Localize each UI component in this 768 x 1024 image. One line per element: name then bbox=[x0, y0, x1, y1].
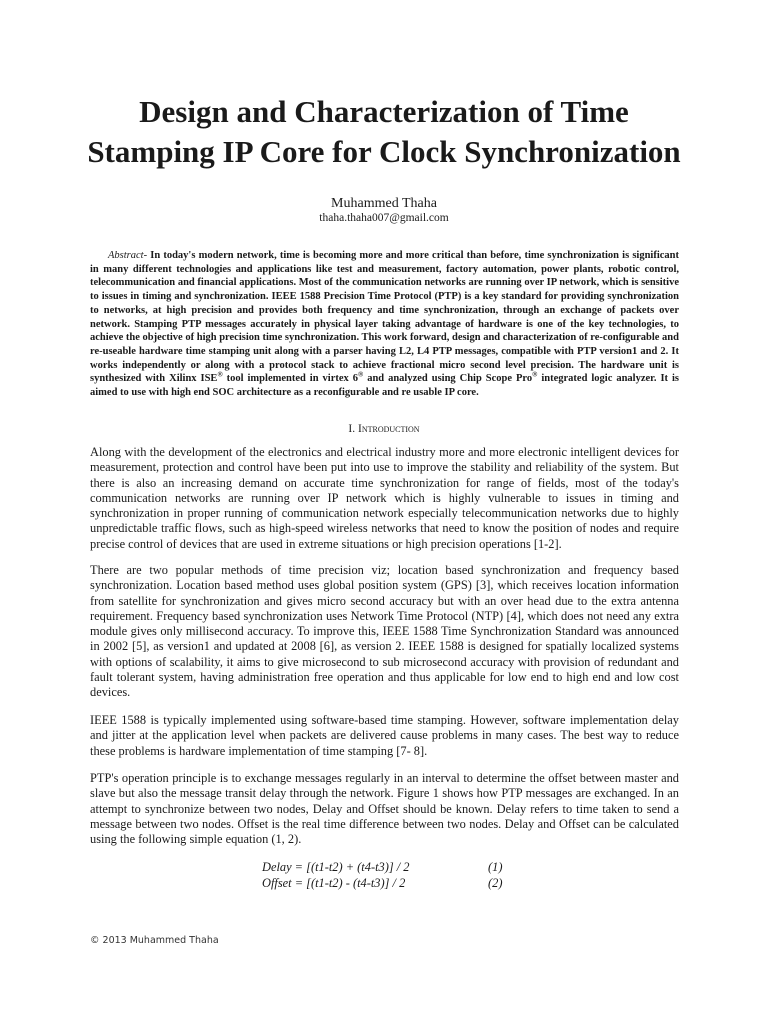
abstract-text-2: tool implemented in virtex 6 bbox=[222, 373, 358, 385]
author-email: thaha.thaha007@gmail.com bbox=[319, 212, 449, 224]
section-number: I. bbox=[348, 423, 356, 435]
abstract-text-1: In today's modern network, time is becoming more and more critical than before, time synchronization is significant in many different technologies and applications like test and measurement, factory automation, power plants, robotic control, telecommunication and financial applications. Most of the communication networks are running over IP network, which is sensitive to issues in timing and synchronization. IEEE 1588 Precision Time Protocol (PTP) is a key standard for providing synchronization to networks, at high precision and provides both frequency and time synchronization, through an exchange of packets over network. Stamping PTP messages accurately in physical layer taking advantage of hardware is one of the key technologies, to achieve the objective of high precision time synchronization. This work forward, design and characterization of re-configurable and re-useable hardware time stamping unit along with a parser having L2, L4 PTP messages, compatible with PTP version1 and 2. It works independently or along with a protocol stack to achieve fractional micro second level precision. The hardware unit is synthesized with Xilinx ISE bbox=[90, 250, 679, 385]
equation-offset bbox=[262, 876, 503, 891]
registered-mark-3: ® bbox=[532, 370, 538, 379]
paper-title bbox=[60, 92, 708, 172]
abstract-text-4: integrated logic analyzer. It is aimed to use with high end SOC architecture as a reconfigurable and re usable IP core. bbox=[90, 373, 680, 399]
equation-offset-expr: Offset = [(t1-t2) - (t4-t3)] / 2 bbox=[262, 876, 406, 890]
intro-paragraph-4: PTP's operation principle is to exchange messages regularly in an interval to determine the offset between master and slave but also the message transit delay through the network. Figure 1 shows how PTP messages are exchanged. In an attempt to synchronize between two nodes, Delay and Offset should be known. Delay refers to time taken to send a message between two nodes. Offset is the real time difference between two nodes. Delay and Offset can be calculated using the following simple equation (1, 2). bbox=[90, 771, 679, 847]
registered-mark-2: ® bbox=[358, 370, 364, 379]
abstract bbox=[90, 249, 679, 400]
copyright-footer: © 2013 Muhammed Thaha bbox=[90, 935, 219, 946]
section-heading bbox=[0, 423, 768, 435]
author-name: Muhammed Thaha bbox=[331, 196, 437, 211]
intro-paragraph-3: IEEE 1588 is typically implemented using software-based time stamping. However, software implementation delay and jitter at the application level when packets are delivered cause problems in many cases. The best way to reduce these problems is hardware implementation of time stamping [7- 8]. bbox=[90, 713, 679, 758]
equation-delay-number: (1) bbox=[488, 860, 503, 874]
equation-delay-expr: Delay = [(t1-t2) + (t4-t3)] / 2 bbox=[262, 860, 410, 874]
section-title: Introduction bbox=[357, 423, 420, 435]
equation-offset-number: (2) bbox=[488, 876, 503, 890]
equation-delay bbox=[262, 860, 503, 875]
intro-paragraph-2: There are two popular methods of time precision viz; location based synchronization and frequency based synchronization. Location based method uses global position system (GPS) [3], which receives location information from satellite for synchronization and gives micro second accuracy but with an over head due to the extra antenna requirement. Frequency based synchronization uses Network Time Protocol (NTP) [4], which does not need any extra module gives only millisecond accuracy. To improve this, IEEE 1588 Time Synchronization Standard was announced in 2002 [5], as version1 and updated at 2008 [6], as version 2. IEEE 1588 is designed for spatially localized systems with options of scalability, it aims to give microsecond to sub microsecond accuracy with provision of redundant and fault tolerant system, having administration free operation and thus applicable for low end to high end and low cost devices. bbox=[90, 563, 679, 700]
intro-paragraph-1: Along with the development of the electronics and electrical industry more and more electronic intelligent devices for measurement, protection and control have been put into use to improve the stability and reliability of the system. But there is also an increasing demand on accurate time synchronization for range of fields, most of the today's communication networks are running over IP network which is highly vulnerable to issues in timing and synchronization in proper running of communication network especially telecommunication networks due to highly unpredictable traffic flows, such as high-speed wireless networks that need to know the position of nodes and require precise control of devices that are used in extreme situations or high precision operations [1-2]. bbox=[90, 445, 679, 551]
abstract-text-3: and analyzed using Chip Scope Pro bbox=[363, 373, 533, 385]
abstract-label: Abstract- bbox=[108, 250, 148, 261]
registered-mark-1: ® bbox=[217, 370, 223, 379]
title-line-2: Stamping IP Core for Clock Synchronization bbox=[87, 134, 681, 169]
title-line-1: Design and Characterization of Time bbox=[139, 94, 629, 129]
